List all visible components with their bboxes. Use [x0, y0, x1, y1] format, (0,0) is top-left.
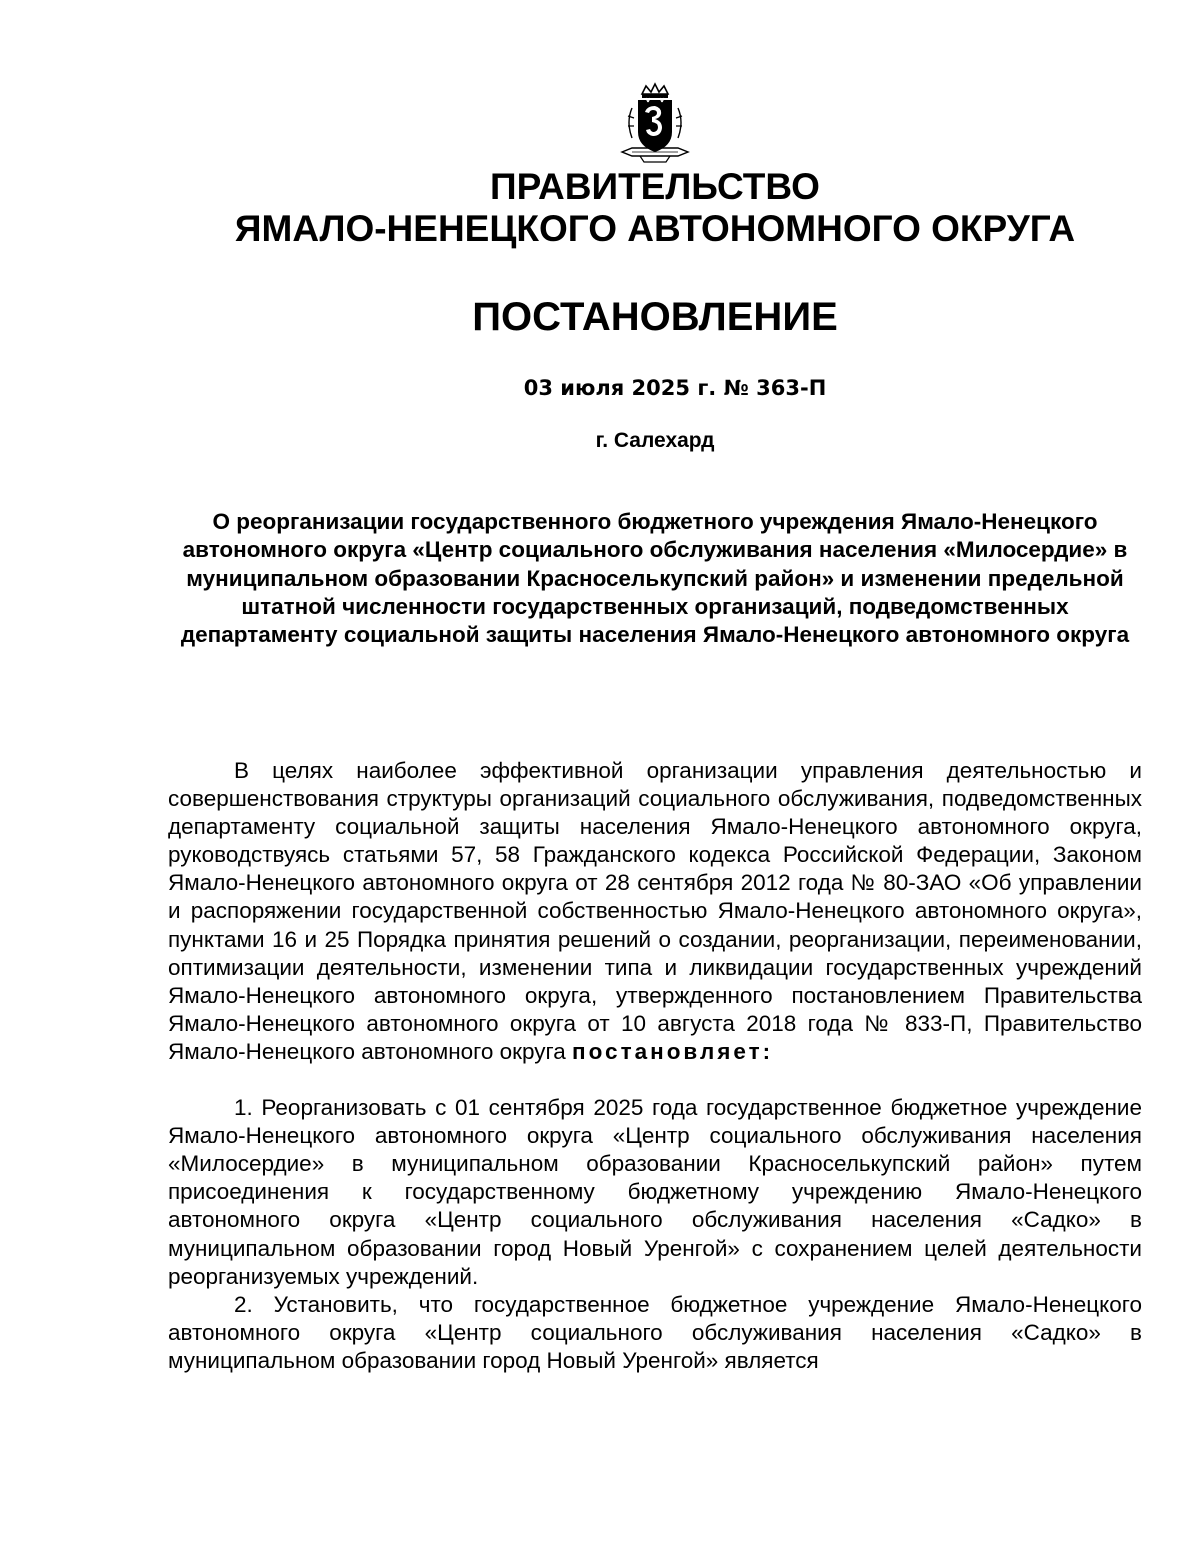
item-2-paragraph: 2. Установить, что государственное бюджетное учреждение Ямало-Ненецкого автономного округа «Центр социального обслуживания населения «Садко» в муниципальном образовании город Новый Уренгой» является [168, 1291, 1142, 1373]
document-subject: О реорганизации государственного бюджетного учреждения Ямало-Ненецкого автономного округа «Центр социального обслуживания населения «Милосердие» в муниципальном образовании Красноселькупский район» и изменении предельной штатной численности государственных организаций, подведомственных департаменту социальной защиты населения Ямало-Ненецкого автономного округа [180, 509, 1130, 648]
government-title-line1: ПРАВИТЕЛЬСТВО [490, 166, 820, 207]
item-1-paragraph: 1. Реорганизовать с 01 сентября 2025 года государственное бюджетное учреждение Ямало-Ненецкого автономного округа «Центр социального обслуживания населения «Милосердие» в муниципальном образовании Красноселькупский район» путем присоединения к государственному бюджетному учреждению Ямало-Ненецкого автономного округа «Центр социального обслуживания населения «Садко» в муниципальном образовании город Новый Уренгой» с сохранением целей деятельности реорганизуемых учреждений. [168, 1095, 1142, 1289]
document-type-heading: ПОСТАНОВЛЕНИЕ [472, 295, 838, 339]
preamble-paragraph [168, 757, 1142, 1066]
preamble-text: В целях наиболее эффективной организации управления деятельностью и совершенствования структуры организаций социального обслуживания, подведомственных департаменту социальной защиты населения Ямало-Ненецкого автономного округа, руководствуясь статьями 57, 58 Гражданского кодекса Российской Федерации, Законом Ямало-Ненецкого автономного округа от 28 сентября 2012 года № 80-ЗАО «Об управлении и распоряжении государственной собственностью Ямало-Ненецкого автономного округа», пунктами 16 и 25 Порядка принятия решений о создании, реорганизации, переименовании, оптимизации деятельности, изменении типа и ликвидации государственных учреждений Ямало-Ненецкого автономного округа, утвержденного постановлением Правительства Ямало-Ненецкого автономного округа от 10 августа 2018 года № 833-П, Правительство Ямало-Ненецкого автономного округа [168, 758, 1142, 1064]
government-title-line2: ЯМАЛО-НЕНЕЦКОГО АВТОНОМНОГО ОКРУГА [234, 208, 1076, 249]
document-date-number: 03 июля 2025 г. № 363-П [523, 376, 827, 400]
document-city: г. Салехард [595, 429, 715, 452]
government-title [0, 166, 1200, 250]
resolves-keyword: постановляет: [572, 1038, 774, 1064]
document-body [168, 757, 1142, 1375]
yamal-nenets-coat-of-arms-icon [618, 82, 692, 164]
